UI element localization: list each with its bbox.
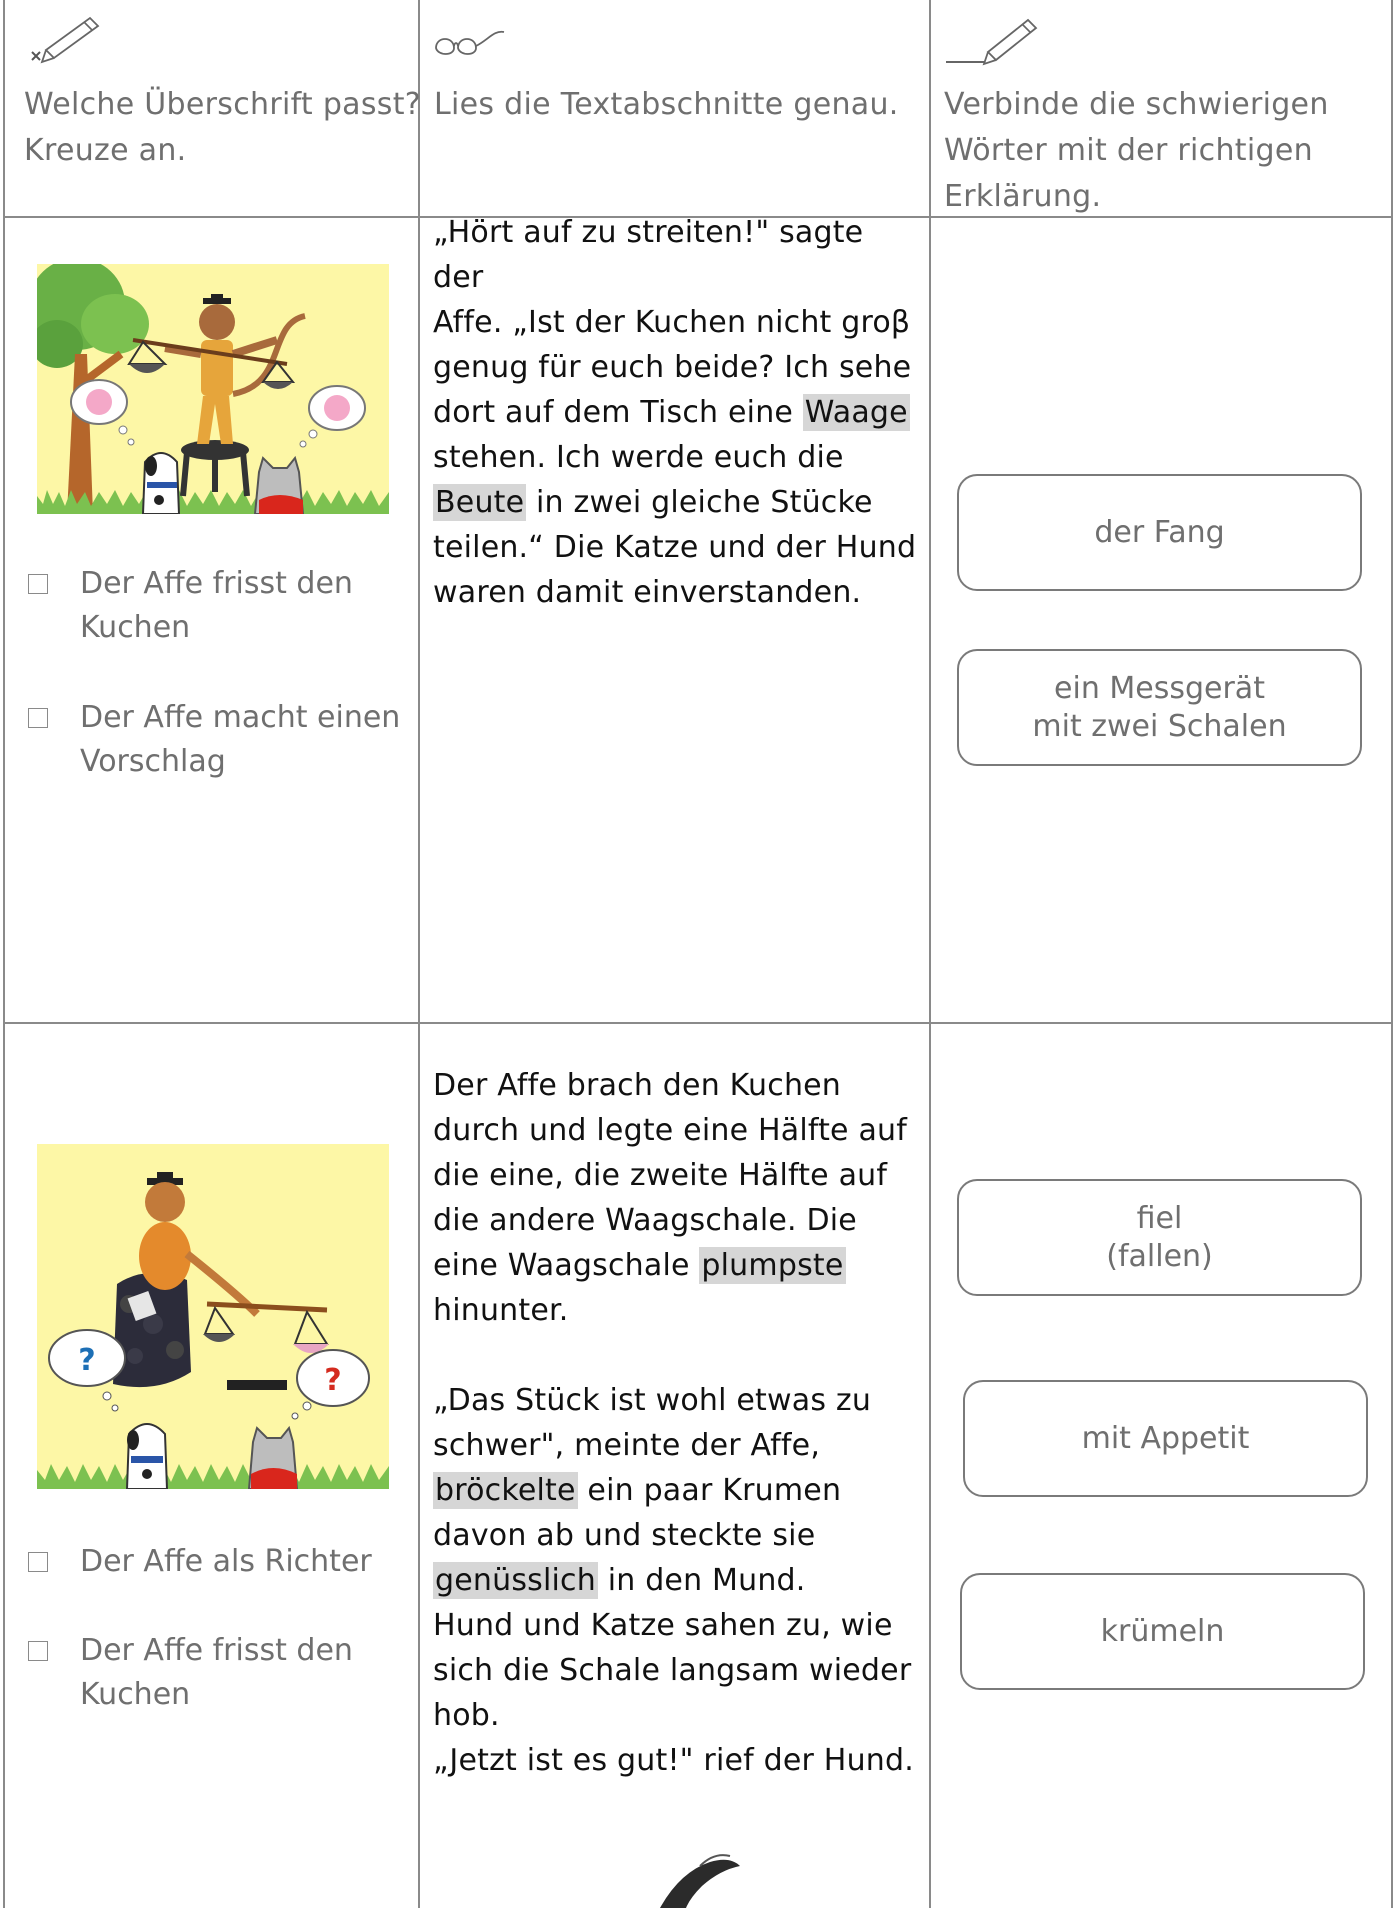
checkbox-option[interactable] <box>26 1629 410 1717</box>
checkbox[interactable] <box>28 574 48 594</box>
sketch-illustration <box>640 1852 760 1908</box>
option-label: Der Affe frisst den <box>80 566 353 601</box>
svg-text:?: ? <box>78 1343 96 1378</box>
grid-line <box>1391 0 1393 1908</box>
definition-card[interactable]: ein Messgerät mit zwei Schalen <box>957 649 1362 766</box>
grid-line <box>3 1022 1392 1024</box>
highlighted-word: genüsslich <box>435 1563 596 1598</box>
option-label: Der Affe macht einen <box>80 700 401 735</box>
monkey-judge-illustration <box>37 1144 389 1489</box>
option-label: Vorschlag <box>80 744 226 779</box>
definition-card[interactable]: der Fang <box>957 474 1362 591</box>
story-passage: Der Affe brach den Kuchen durch und legte eine Hälfte auf die eine, die zweite Hälfte auf die andere Waagschale. Die eine Waagschale plumpste hinunter. „Das Stück ist wohl etwas zu schwer", meinte der Affe, bröckelte ein paar Krumen davon ab und steckte sie genüsslich in den Mund. Hund und Katze sahen zu, wie sich die Schale langsam wieder hob. „Jetzt ist es gut!" rief der Hund. <box>433 1068 914 1778</box>
definition-card[interactable]: mit Appetit <box>963 1380 1368 1497</box>
story-passage: „Hört auf zu streiten!" sagte der Affe. „Ist der Kuchen nicht groβ genug für euch beide? Ich sehe dort auf dem Tisch eine Waage stehen. Ich werde euch die Beute in zwei gleiche Stücke teilen.“ Die Katze und der Hund waren damit einverstanden. <box>433 215 917 610</box>
checkbox[interactable] <box>28 1641 48 1661</box>
definition-card[interactable]: fiel (fallen) <box>957 1179 1362 1296</box>
monkey-scale-illustration <box>37 264 389 514</box>
highlighted-word: bröckelte <box>435 1473 576 1508</box>
highlighted-word: Beute <box>435 485 525 520</box>
highlighted-word: Waage <box>804 395 908 430</box>
svg-text:?: ? <box>324 1363 342 1398</box>
definition-card[interactable]: krümeln <box>960 1573 1365 1690</box>
option-label: Kuchen <box>80 610 191 645</box>
checkbox-option[interactable] <box>26 696 410 784</box>
checkbox[interactable] <box>28 708 48 728</box>
header-col1-text: Welche Überschrift passt? Kreuze an. <box>24 87 422 168</box>
grid-line <box>3 0 5 1908</box>
option-label: Der Affe frisst den <box>80 1633 353 1668</box>
cross-pencil-icon <box>26 12 106 68</box>
option-label: Kuchen <box>80 1677 191 1712</box>
checkbox[interactable] <box>28 1552 48 1572</box>
option-label: Der Affe als Richter <box>80 1544 372 1579</box>
checkbox-option[interactable] <box>26 562 410 650</box>
grid-line <box>929 0 931 1908</box>
glasses-icon <box>432 22 512 62</box>
checkbox-option[interactable] <box>26 1540 410 1584</box>
highlighted-word: plumpste <box>701 1248 844 1283</box>
header-col3-text: Verbinde die schwierigen Wörter mit der richtigen Erklärung. <box>944 87 1329 214</box>
line-pencil-icon <box>944 12 1044 68</box>
grid-line <box>418 0 420 1908</box>
header-col2-text: Lies die Textabschnitte genau. <box>434 87 899 122</box>
